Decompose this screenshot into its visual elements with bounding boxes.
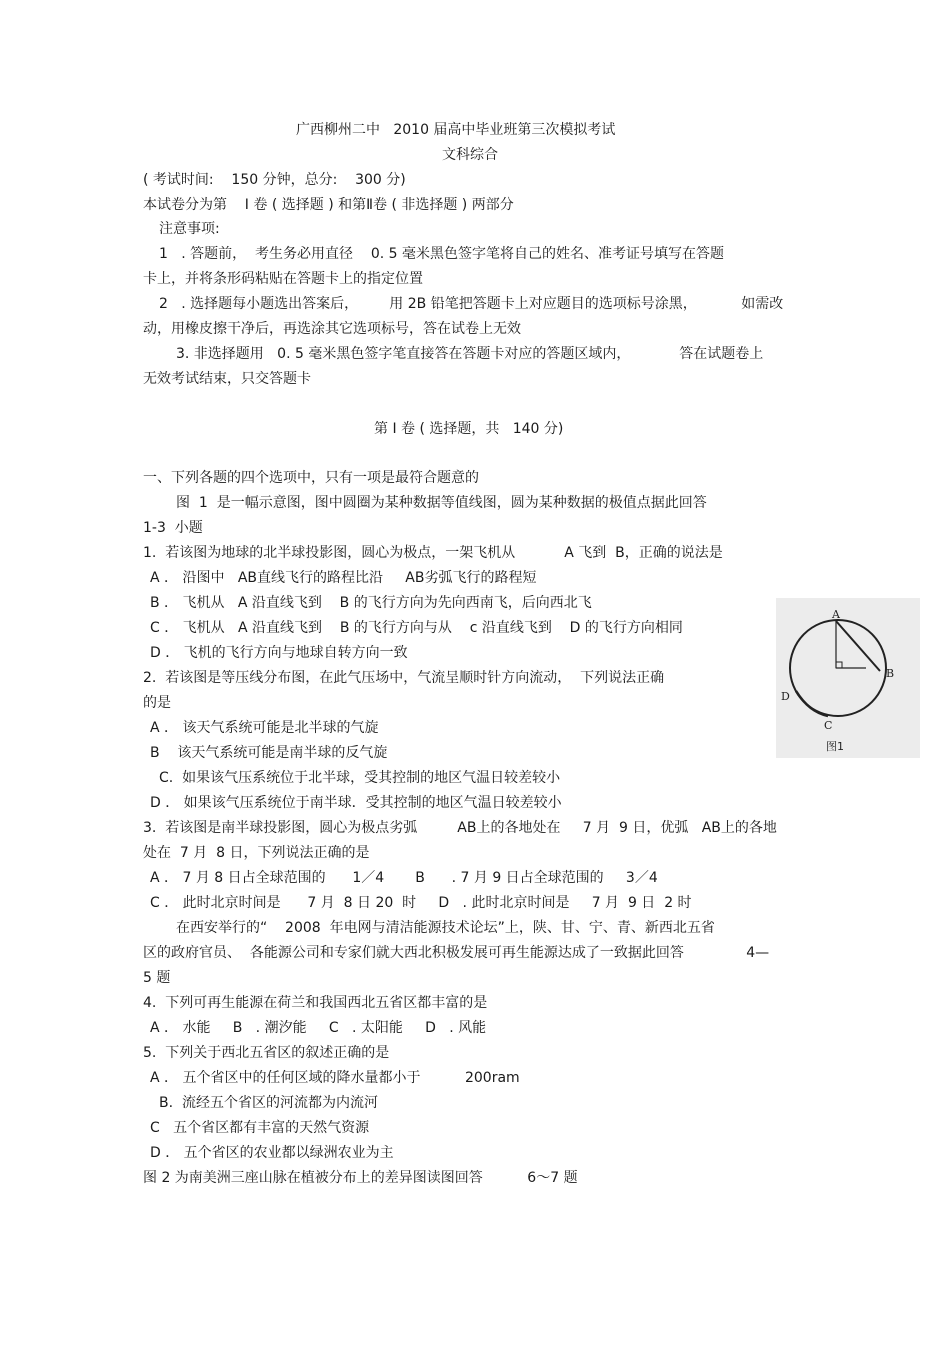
notice-heading: 注意事项: (159, 221, 220, 237)
question-1-option-d: D ． 飞机的飞行方向与地球自转方向一致 (150, 645, 408, 661)
question-1-option-c: C ． 飞机从 A 沿直线飞到 B 的飞行方向与从 c 沿直线飞到 D 的飞行方向相同 (150, 620, 683, 636)
notice-item-1-line-1: 1 . 答题前， 考生务必用直径 0. 5 毫米黑色签字笔将自己的姓名、准考证号填写在答题 (159, 246, 725, 262)
question-3-options-ab: A ． 7 月 8 日占全球范围的 1／4 B . 7 月 9 日占全球范围的 3／4 (150, 870, 658, 886)
exam-parts: 本试卷分为第 Ⅰ 卷 ( 选择题 ) 和第Ⅱ卷 ( 非选择题 ) 两部分 (143, 197, 514, 213)
figure-1-caption: 图1 (826, 740, 844, 753)
notice-item-2-line-2: 动，用橡皮擦干净后，再选涂其它选项标号，答在试卷上无效 (143, 321, 521, 337)
question-3-stem-line-1: 3. 若该图是南半球投影图，圆心为极点劣弧 AB上的各地处在 7 月 9 日，优弧 AB上的各地 (143, 820, 777, 836)
question-1-option-b: B ． 飞机从 A 沿直线飞到 B 的飞行方向为先向西南飞，后向西北飞 (150, 595, 592, 611)
forum-passage-line-3: 5 题 (143, 970, 171, 986)
exam-title: 广西柳州二中 2010 届高中毕业班第三次模拟考试 (296, 122, 616, 138)
figure-1-diagram (776, 598, 920, 758)
notice-item-2-line-1: 2 . 选择题每小题选出答案后， 用 2B 铅笔把答题卡上对应题目的选项标号涂黑， 如需改 (159, 296, 784, 312)
figure-1-label-d: D (781, 690, 790, 703)
figure-1-intro-line-1: 图 1 是一幅示意图，图中圆圈为某种数据等值线图，圆为某种数据的极值点据此回答 (176, 495, 707, 511)
figure-1-label-b: B (886, 667, 895, 680)
question-5-stem: 5. 下列关于西北五省区的叙述正确的是 (143, 1045, 390, 1061)
forum-passage-line-2: 区的政府官员、 各能源公司和专家们就大西北积极发展可再生能源达成了一致据此回答 4— (143, 945, 770, 961)
section-1-title: 第 Ⅰ 卷 ( 选择题，共 140 分) (374, 421, 564, 437)
question-2-option-c: C. 如果该气压系统位于北半球，受其控制的地区气温日较差较小 (159, 770, 561, 786)
question-2-option-b: B 该天气系统可能是南半球的反气旋 (150, 745, 388, 761)
exam-time-score: ( 考试时间: 150 分钟，总分: 300 分) (143, 172, 406, 188)
forum-passage-line-1: 在西安举行的“ 2008 年电网与清洁能源技术论坛”上，陕、甘、宁、青、新西北五省 (176, 920, 715, 936)
question-5-option-c: C 五个省区都有丰富的天然气资源 (150, 1120, 370, 1136)
figure-1-label-a: A (832, 608, 840, 621)
question-3-stem-line-2: 处在 7 月 8 日，下列说法正确的是 (143, 845, 370, 861)
figure-1-label-c: C (824, 719, 833, 732)
exam-subject: 文科综合 (442, 147, 498, 163)
question-5-option-b: B. 流经五个省区的河流都为内流河 (159, 1095, 378, 1111)
question-1-stem: 1. 若该图为地球的北半球投影图，圆心为极点，一架飞机从 A 飞到 B，正确的说法是 (143, 545, 723, 561)
figure-2-intro: 图 2 为南美洲三座山脉在植被分布上的差异图读图回答 6～7 题 (143, 1170, 578, 1186)
figure-1-intro-line-2: 1-3 小题 (143, 520, 203, 536)
question-2-stem-line-1: 2. 若该图是等压线分布图，在此气压场中，气流呈顺时针方向流动， 下列说法正确 (143, 670, 665, 686)
question-4-options: A ． 水能 B . 潮汐能 C . 太阳能 D . 风能 (150, 1020, 487, 1036)
question-4-stem: 4. 下列可再生能源在荷兰和我国西北五省区都丰富的是 (143, 995, 488, 1011)
question-2-option-a: A ． 该天气系统可能是北半球的气旋 (150, 720, 379, 736)
question-5-option-a: A ． 五个省区中的任何区域的降水量都小于 200ram (150, 1070, 520, 1086)
notice-item-3-line-2: 无效考试结束，只交答题卡 (143, 371, 311, 387)
question-5-option-d: D ． 五个省区的农业都以绿洲农业为主 (150, 1145, 394, 1161)
notice-item-1-line-2: 卡上，并将条形码粘贴在答题卡上的指定位置 (143, 271, 423, 287)
section-1-intro: 一、下列各题的四个选项中，只有一项是最符合题意的 (143, 470, 479, 486)
question-2-stem-line-2: 的是 (143, 695, 171, 711)
question-3-options-cd: C ． 此时北京时间是 7 月 8 日 20 时 D . 此时北京时间是 7 月 9 日 2 时 (150, 895, 692, 911)
question-2-option-d: D ． 如果该气压系统位于南半球．受其控制的地区气温日较差较小 (150, 795, 562, 811)
question-1-option-a: A ． 沿图中 AB直线飞行的路程比沿 AB劣弧飞行的路程短 (150, 570, 537, 586)
notice-item-3-line-1: 3. 非选择题用 0. 5 毫米黑色签字笔直接答在答题卡对应的答题区域内， 答在试题卷上 (176, 346, 764, 362)
